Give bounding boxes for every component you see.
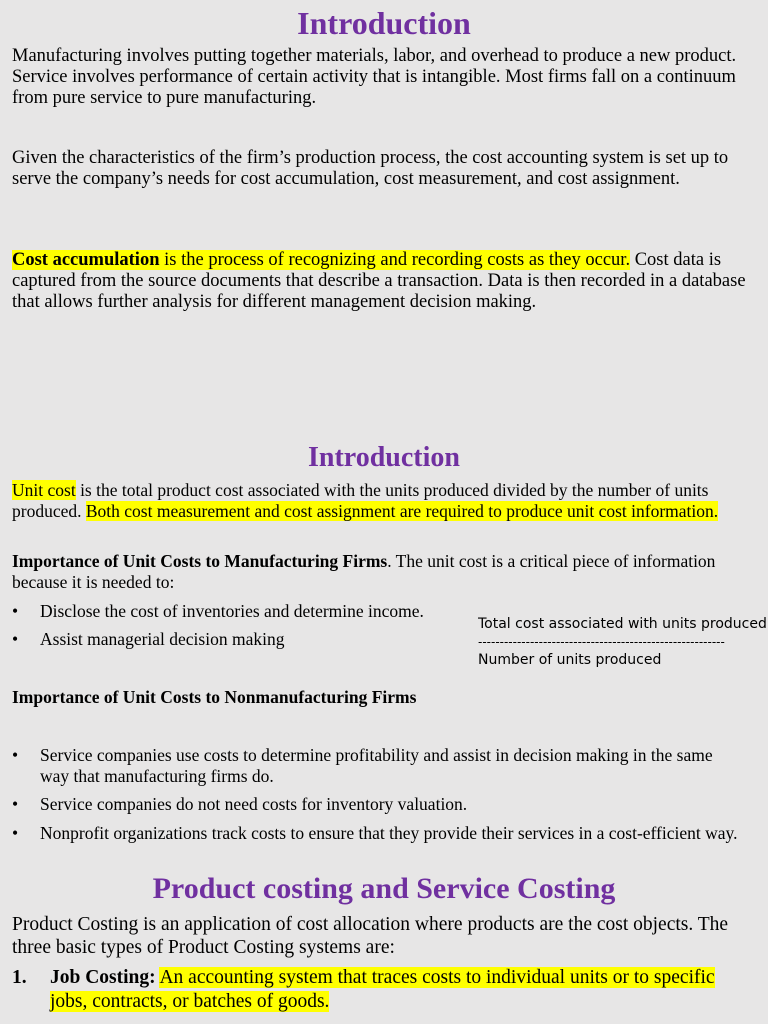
nonmfg-heading-text: Importance of Unit Costs to Nonmanufacturing Firms [12,687,417,707]
bullet-icon: • [12,745,19,765]
bullet-icon: • [12,823,19,843]
job-costing-definition: An accounting system that traces costs to individual units or to specific jobs, contracts, or batches of goods. [50,967,715,1012]
nonmfg-bullet-1 [12,745,742,787]
unit-cost-highlight: Both cost measurement and cost assignment are required to produce unit cost information. [85,501,719,521]
bullet-icon: • [12,629,19,649]
nonmfg-importance-heading [12,687,756,708]
formula-numerator: Total cost associated with units produced [478,616,767,632]
cost-accumulation-highlight [12,250,630,270]
section1-para2: Given the characteristics of the firm’s production process, the cost accounting system is set up to serve the company’s needs for cost accumulation, cost measurement, and cost assignment. [12,148,729,189]
list-item-job-costing [12,966,742,1014]
cost-accumulation-term: Cost accumulation [12,250,160,270]
section1-title: Introduction [297,5,471,41]
nonmfg-bullet-2-text: Service companies do not need costs for inventory valuation. [40,794,468,814]
bullet-icon: • [12,794,19,814]
cost-accumulation-rest: Cost data is captured from the source documents that describe a transaction. Data is then recorded in a database that allows further analysis for different management decision making. [12,250,746,312]
list-number: 1. [12,967,27,988]
job-costing-term: Job Costing: [50,967,156,988]
section2-title: Introduction [308,442,460,473]
nonmfg-bullet-3-text: Nonprofit organizations track costs to ensure that they provide their services in a cost-efficient way. [40,823,738,843]
nonmfg-bullet-3 [12,823,742,844]
mfg-importance-text: . The unit cost is a critical piece of information because it is needed to: [12,551,716,592]
section1-para3 [12,250,756,313]
formula-divider: --------------------------------------------------------- [478,635,725,649]
mfg-importance-para [12,551,756,593]
bullet-icon: • [12,601,19,621]
section1-para1: Manufacturing involves putting together materials, labor, and overhead to produce a new product. Service involves performance of certain activity that is intangible. Most firms fall on a continuum from pure service to pure manufacturing. [12,46,737,108]
nonmfg-bullet-2 [12,794,742,815]
unit-cost-para [12,480,756,522]
formula-denominator: Number of units produced [478,652,662,668]
nonmfg-bullet-1-text: Service companies use costs to determine profitability and assist in decision making in the same way that manufacturing firms do. [40,745,713,786]
product-costing-intro: Product Costing is an application of cost allocation where products are the cost objects. The three basic types of Product Costing systems are: [12,914,729,958]
unit-cost-definition: is the total product cost associated with the units produced divided by the number of units produced. [12,480,709,521]
cost-accumulation-definition: is the process of recognizing and recording costs as they occur. [159,250,631,270]
mfg-bullet-1-text: Disclose the cost of inventories and determine income. [40,601,424,621]
mfg-importance-heading: Importance of Unit Costs to Manufacturing Firms [12,551,388,571]
unit-cost-term: Unit cost [12,480,76,500]
mfg-bullet-2-text: Assist managerial decision making [40,629,285,649]
section3-title: Product costing and Service Costing [152,872,616,905]
